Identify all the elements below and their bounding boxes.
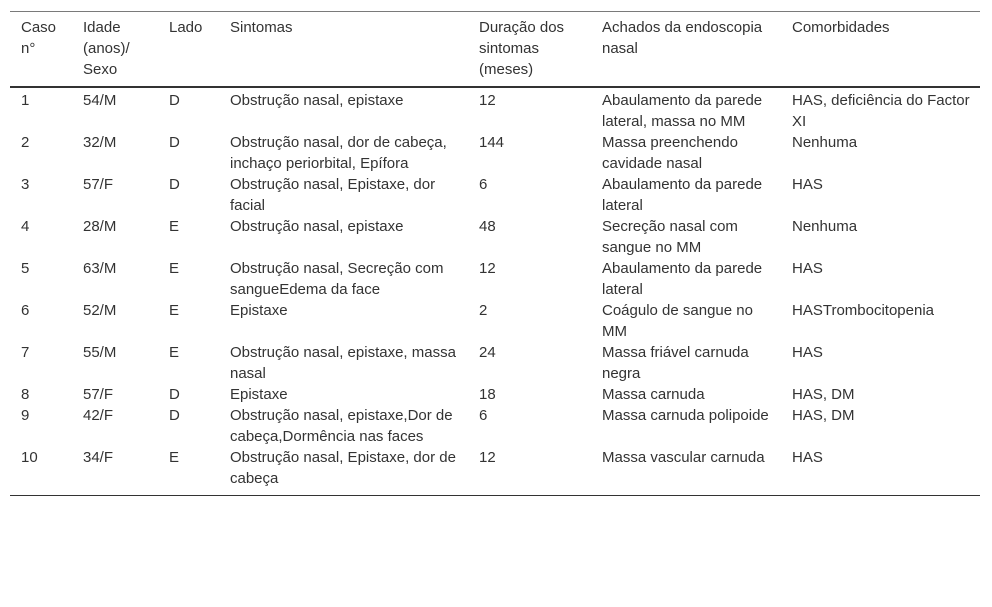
cell-endoscopy: Massa preenchendo cavidade nasal bbox=[602, 134, 738, 172]
table-row bbox=[10, 216, 980, 258]
table-container bbox=[10, 11, 980, 496]
cell-endoscopy: Coágulo de sangue no MM bbox=[602, 302, 753, 340]
cell-side: E bbox=[169, 449, 180, 466]
cell-duration: 6 bbox=[479, 176, 488, 193]
header-case: Caso n° bbox=[21, 19, 57, 57]
cell-symptoms: Epistaxe bbox=[230, 302, 288, 319]
cell-comorbidities: HAS bbox=[792, 344, 823, 361]
cell-case: 9 bbox=[21, 407, 30, 424]
cell-duration: 2 bbox=[479, 302, 488, 319]
table-row bbox=[10, 384, 980, 405]
cell-case: 8 bbox=[21, 386, 30, 403]
cell-duration: 6 bbox=[479, 407, 488, 424]
cell-symptoms: Epistaxe bbox=[230, 386, 288, 403]
table-row bbox=[10, 258, 980, 300]
header-symptoms: Sintomas bbox=[230, 19, 293, 36]
cell-age-sex: 52/M bbox=[83, 302, 117, 319]
cell-comorbidities: Nenhuma bbox=[792, 218, 858, 235]
cell-comorbidities: HASTrombocitopenia bbox=[792, 302, 935, 319]
cell-side: D bbox=[169, 407, 180, 424]
cell-comorbidities: HAS, DM bbox=[792, 386, 855, 403]
case-table bbox=[10, 11, 980, 496]
cell-symptoms: Obstrução nasal, epistaxe,Dor de cabeça,Dormência nas faces bbox=[230, 407, 453, 445]
header-comorbidities: Comorbidades bbox=[792, 19, 890, 36]
cell-side: E bbox=[169, 218, 180, 235]
cell-age-sex: 42/F bbox=[83, 407, 114, 424]
cell-duration: 12 bbox=[479, 92, 496, 109]
cell-side: E bbox=[169, 344, 180, 361]
cell-comorbidities: HAS, deficiência do Factor XI bbox=[792, 92, 970, 130]
header-endoscopy: Achados da endoscopia nasal bbox=[602, 19, 763, 57]
cell-endoscopy: Massa friável carnuda negra bbox=[602, 344, 749, 382]
table-row bbox=[10, 87, 980, 132]
cell-duration: 144 bbox=[479, 134, 505, 151]
cell-endoscopy: Abaulamento da parede lateral bbox=[602, 176, 763, 214]
table-row bbox=[10, 132, 980, 174]
cell-side: D bbox=[169, 134, 180, 151]
cell-duration: 12 bbox=[479, 260, 496, 277]
cell-endoscopy: Abaulamento da parede lateral bbox=[602, 260, 763, 298]
cell-symptoms: Obstrução nasal, Epistaxe, dor de cabeça bbox=[230, 449, 456, 487]
cell-side: D bbox=[169, 386, 180, 403]
cell-duration: 48 bbox=[479, 218, 496, 235]
cell-case: 5 bbox=[21, 260, 30, 277]
cell-case: 10 bbox=[21, 449, 38, 466]
cell-age-sex: 55/M bbox=[83, 344, 117, 361]
cell-duration: 18 bbox=[479, 386, 496, 403]
cell-case: 4 bbox=[21, 218, 30, 235]
cell-endoscopy: Abaulamento da parede lateral, massa no MM bbox=[602, 92, 763, 130]
cell-case: 2 bbox=[21, 134, 30, 151]
cell-side: E bbox=[169, 302, 180, 319]
cell-comorbidities: HAS bbox=[792, 449, 823, 466]
cell-case: 1 bbox=[21, 92, 30, 109]
cell-symptoms: Obstrução nasal, epistaxe bbox=[230, 92, 404, 109]
table-header-row bbox=[10, 12, 980, 88]
cell-side: D bbox=[169, 92, 180, 109]
cell-side: E bbox=[169, 260, 180, 277]
table-row bbox=[10, 447, 980, 496]
cell-side: D bbox=[169, 176, 180, 193]
cell-age-sex: 34/F bbox=[83, 449, 114, 466]
cell-case: 7 bbox=[21, 344, 30, 361]
cell-symptoms: Obstrução nasal, epistaxe, massa nasal bbox=[230, 344, 456, 382]
cell-symptoms: Obstrução nasal, Epistaxe, dor facial bbox=[230, 176, 436, 214]
cell-age-sex: 63/M bbox=[83, 260, 117, 277]
cell-duration: 24 bbox=[479, 344, 496, 361]
table-row bbox=[10, 342, 980, 384]
cell-symptoms: Obstrução nasal, Secreção com sangueEdema da face bbox=[230, 260, 444, 298]
cell-age-sex: 28/M bbox=[83, 218, 117, 235]
cell-endoscopy: Massa vascular carnuda bbox=[602, 449, 765, 466]
cell-case: 3 bbox=[21, 176, 30, 193]
cell-duration: 12 bbox=[479, 449, 496, 466]
cell-endoscopy: Secreção nasal com sangue no MM bbox=[602, 218, 738, 256]
cell-comorbidities: Nenhuma bbox=[792, 134, 858, 151]
cell-comorbidities: HAS bbox=[792, 260, 823, 277]
cell-symptoms: Obstrução nasal, epistaxe bbox=[230, 218, 404, 235]
header-duration: Duração dos sintomas (meses) bbox=[479, 19, 565, 78]
cell-endoscopy: Massa carnuda polipoide bbox=[602, 407, 769, 424]
table-row bbox=[10, 300, 980, 342]
cell-endoscopy: Massa carnuda bbox=[602, 386, 705, 403]
cell-age-sex: 57/F bbox=[83, 176, 114, 193]
cell-age-sex: 57/F bbox=[83, 386, 114, 403]
table-row bbox=[10, 405, 980, 447]
cell-comorbidities: HAS, DM bbox=[792, 407, 855, 424]
cell-comorbidities: HAS bbox=[792, 176, 823, 193]
header-side: Lado bbox=[169, 19, 203, 36]
cell-case: 6 bbox=[21, 302, 30, 319]
cell-symptoms: Obstrução nasal, dor de cabeça, inchaço periorbital, Epífora bbox=[230, 134, 447, 172]
table-row bbox=[10, 174, 980, 216]
cell-age-sex: 32/M bbox=[83, 134, 117, 151]
header-age-sex: Idade (anos)/ Sexo bbox=[83, 19, 130, 78]
cell-age-sex: 54/M bbox=[83, 92, 117, 109]
